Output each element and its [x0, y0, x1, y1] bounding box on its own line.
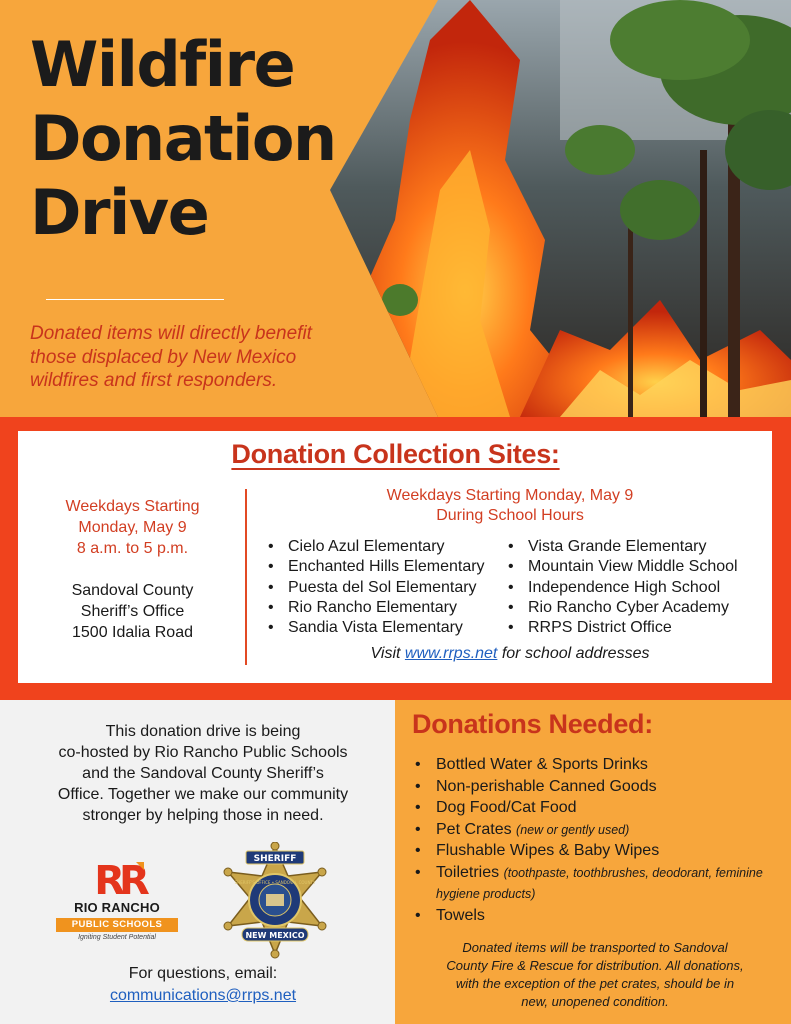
donation-item: • Flushable Wipes & Baby Wipes — [412, 840, 782, 862]
badge-bottom-text: NEW MEXICO — [245, 931, 305, 940]
school-item: • RRPS District Office — [504, 618, 738, 638]
rr-logo-tagline: Igniting Student Potential — [78, 934, 156, 941]
sheriff-schedule-line: Weekdays Starting — [65, 498, 200, 515]
sites-divider — [245, 489, 247, 665]
subtitle — [30, 322, 360, 393]
transport-line: County Fire & Rescue for distribution. All donations, — [446, 958, 744, 973]
school-item: • Puesta del Sol Elementary — [264, 578, 485, 598]
school-item: • Vista Grande Elementary — [504, 537, 738, 557]
donation-item: • Towels — [412, 905, 782, 927]
school-item: • Mountain View Middle School — [504, 557, 738, 577]
sheriff-location-line: Sandoval County — [71, 582, 194, 599]
school-item: • Rio Rancho Cyber Academy — [504, 598, 738, 618]
hero-banner — [0, 0, 791, 417]
sheriff-badge-icon — [210, 842, 340, 967]
school-item: • Sandia Vista Elementary — [264, 618, 485, 638]
title-line: Drive — [30, 176, 209, 249]
cohost-text — [28, 721, 378, 826]
school-schedule — [260, 486, 760, 526]
subtitle-line: those displaced by New Mexico — [30, 346, 297, 368]
badge-ring-text: SHERIFF'S OFFICE • SANDOVAL COUNTY — [234, 880, 316, 885]
donation-note: (toothpaste, toothbrushes, deodorant, feminine hygiene products) — [436, 865, 763, 901]
cohost-line: stronger by helping those in need. — [82, 807, 324, 824]
sheriff-schedule-line: Monday, May 9 — [78, 519, 187, 536]
school-schedule-line: Weekdays Starting Monday, May 9 — [386, 487, 634, 504]
contact-label: For questions, email: — [128, 965, 278, 982]
transport-line: Donated items will be transported to Sandoval — [462, 940, 728, 955]
visit-suffix: for school addresses — [501, 645, 650, 662]
title-line: Wildfire — [30, 28, 295, 101]
school-item: • Enchanted Hills Elementary — [264, 557, 485, 577]
title-divider — [46, 299, 224, 300]
cohost-line: co-hosted by Rio Rancho Public Schools — [58, 744, 348, 761]
rr-logo-name: RIO RANCHO — [74, 900, 160, 915]
donation-item: • Dog Food/Cat Food — [412, 797, 782, 819]
rr-logo-band: PUBLIC SCHOOLS — [56, 918, 178, 932]
cohost-line: Office. Together we make our community — [57, 786, 349, 803]
website-link[interactable]: www.rrps.net — [404, 645, 498, 662]
donation-note: (new or gently used) — [516, 822, 630, 837]
transport-line: new, unopened condition. — [521, 994, 669, 1009]
sheriff-location-line: 1500 Idalia Road — [72, 624, 193, 641]
school-schedule-line: During School Hours — [436, 507, 584, 524]
donations-list — [412, 754, 782, 926]
donation-item: • Non-perishable Canned Goods — [412, 776, 782, 798]
visit-prefix: Visit — [370, 645, 401, 662]
rr-logo-letters: RR — [94, 858, 144, 900]
school-item: • Rio Rancho Elementary — [264, 598, 485, 618]
transport-line: with the exception of the pet crates, should be in — [455, 976, 735, 991]
visit-line — [260, 645, 760, 663]
donation-item: • Bottled Water & Sports Drinks — [412, 754, 782, 776]
sheriff-site — [40, 496, 225, 643]
contact-block — [28, 963, 378, 1007]
cohost-line: This donation drive is being — [105, 723, 301, 740]
donation-item: • Toiletries (toothpaste, toothbrushes, deodorant, feminine hygiene products) — [412, 862, 782, 905]
title-line: Donation — [30, 102, 336, 175]
school-item: • Cielo Azul Elementary — [264, 537, 485, 557]
donations-heading: Donations Needed: — [412, 709, 653, 739]
badge-top-text: SHERIFF — [253, 854, 297, 864]
collection-sites-heading: Donation Collection Sites: — [231, 439, 560, 469]
rr-logo-mark — [84, 856, 154, 900]
cohost-line: and the Sandoval County Sheriff’s — [82, 765, 324, 782]
school-list-left — [264, 537, 485, 638]
subtitle-line: wildfires and first responders. — [30, 370, 278, 391]
school-list-right — [504, 537, 738, 638]
sheriff-location-line: Sheriff’s Office — [80, 603, 185, 620]
rio-rancho-logo — [52, 856, 182, 956]
subtitle-line: Donated items will directly benefit — [30, 323, 312, 344]
transport-note — [410, 939, 780, 1011]
sheriff-schedule-line: 8 a.m. to 5 p.m. — [76, 540, 189, 557]
spacer — [40, 559, 225, 580]
contact-email-link[interactable]: communications@rrps.net — [109, 987, 297, 1004]
donation-item: • Pet Crates (new or gently used) — [412, 819, 782, 841]
school-item: • Independence High School — [504, 578, 738, 598]
page-title — [30, 28, 350, 250]
